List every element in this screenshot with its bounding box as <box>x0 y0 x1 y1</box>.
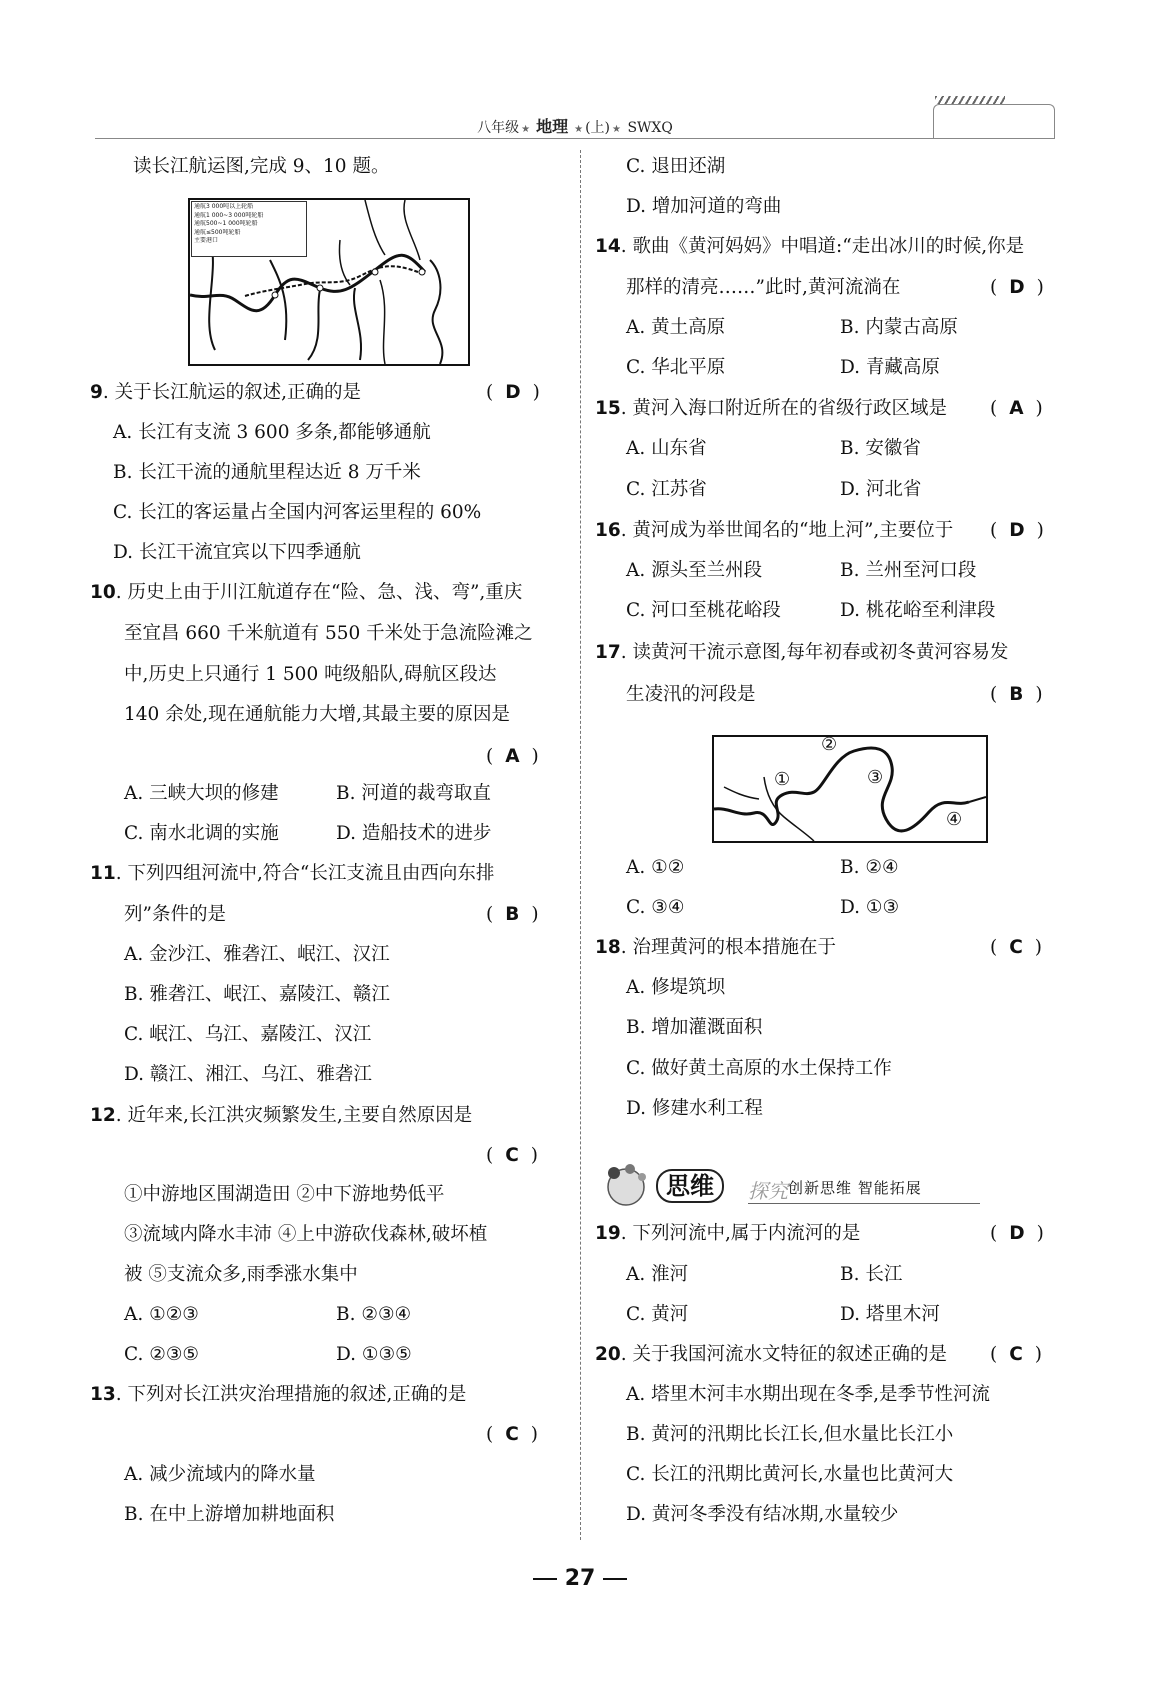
q13-number: 13 <box>90 1384 116 1405</box>
star-icon: ★ <box>521 124 531 135</box>
q9-stem <box>90 381 361 405</box>
q12-answer-letter: C <box>505 1145 519 1166</box>
q18-option: D. 修建水利工程 <box>626 1098 763 1119</box>
q13-answer: ( C ) <box>486 1424 539 1445</box>
q17-text: 生凌汛的河段是 <box>626 684 756 705</box>
header-code: SWXQ <box>627 120 673 136</box>
header-subject: 地理 <box>536 117 569 136</box>
q17-text: . 读黄河干流示意图,每年初春或初冬黄河容易发 <box>620 642 1009 663</box>
q13-option: B. 在中上游增加耕地面积 <box>124 1504 335 1525</box>
q10-answer-letter: A <box>505 746 520 767</box>
q16-option: D. 桃花峪至利津段 <box>840 600 996 621</box>
q16-option: A. 源头至兰州段 <box>626 560 763 581</box>
q10-text: 140 余处,现在通航能力大增,其最主要的原因是 <box>124 704 510 725</box>
q15-answer-letter: A <box>1009 398 1024 419</box>
badge-tagline: 创新思维 智能拓展 <box>788 1179 922 1197</box>
q17-option: A. ①② <box>626 857 685 878</box>
q12-item: 被 ⑤支流众多,雨季涨水集中 <box>124 1264 358 1285</box>
q10-option: D. 造船技术的进步 <box>336 823 492 844</box>
q17-option: D. ①③ <box>840 897 900 918</box>
page-number <box>510 1566 650 1591</box>
q18-text: . 治理黄河的根本措施在于 <box>620 937 837 958</box>
column-divider <box>580 150 581 1540</box>
q10-text: 中,历史上只通行 1 500 吨级船队,碍航区段达 <box>124 664 497 685</box>
legend-item: 通航3 000吨以上轮船 <box>194 203 254 210</box>
q15-answer: ( A ) <box>990 398 1043 419</box>
q12-item: ③流域内降水丰沛 ④上中游砍伐森林,破坏植 <box>124 1224 488 1245</box>
legend-item: 通航≤500吨轮船 <box>194 228 241 236</box>
q10-answer: ( A ) <box>486 746 539 767</box>
page-number-value: 27 <box>564 1566 596 1591</box>
q11-option: C. 岷江、乌江、嘉陵江、汉江 <box>124 1024 372 1045</box>
q20-option: C. 长江的汛期比黄河长,水量也比黄河大 <box>626 1464 954 1485</box>
q18-answer-letter: C <box>1009 937 1023 958</box>
q16-option: C. 河口至桃花峪段 <box>626 600 781 621</box>
header-grade: 八年级 <box>477 120 520 136</box>
q14-option: B. 内蒙古高原 <box>840 317 958 338</box>
q20-stem <box>595 1343 947 1367</box>
q18-option: C. 做好黄土高原的水土保持工作 <box>626 1058 892 1079</box>
q18-answer: ( C ) <box>990 937 1043 958</box>
q13-option: D. 增加河道的弯曲 <box>626 196 782 217</box>
q16-answer: ( D ) <box>990 520 1044 541</box>
q15-stem <box>595 397 947 421</box>
page-header <box>95 104 1055 139</box>
q9-text: . 关于长江航运的叙述,正确的是 <box>102 382 362 403</box>
q9-answer: ( D ) <box>486 382 540 403</box>
q16-text: . 黄河成为举世闻名的“地上河”,主要位于 <box>620 520 954 541</box>
q17-answer-letter: B <box>1009 684 1024 705</box>
q17-answer: ( B ) <box>990 684 1043 705</box>
q19-stem <box>595 1222 860 1246</box>
header-decoration <box>935 96 1005 104</box>
badge-underline <box>748 1203 980 1204</box>
q11-option: D. 赣江、湘江、乌江、雅砻江 <box>124 1064 372 1085</box>
q14-stem <box>595 235 1024 259</box>
star-icon: ★ <box>574 124 584 135</box>
q14-text: . 歌曲《黄河妈妈》中唱道:“走出冰川的时候,你是 <box>620 236 1025 257</box>
q14-option: C. 华北平原 <box>626 357 726 378</box>
badge-title: 思维 <box>656 1169 724 1203</box>
q11-text: 列”条件的是 <box>124 904 226 925</box>
legend-item: 主要港口 <box>194 237 219 244</box>
dash-decoration <box>533 1578 557 1580</box>
star-icon: ★ <box>612 124 621 135</box>
q11-number: 11 <box>90 863 116 884</box>
q17-number: 17 <box>595 642 621 663</box>
badge-icon <box>598 1163 654 1209</box>
q10-text: . 历史上由于川江航道存在“险、急、浅、弯”,重庆 <box>115 582 523 603</box>
q12-option: D. ①③⑤ <box>336 1344 412 1365</box>
q16-stem <box>595 519 953 543</box>
q19-answer: ( D ) <box>990 1223 1044 1244</box>
q9-option: B. 长江干流的通航里程达近 8 万千米 <box>113 462 421 483</box>
q19-text: . 下列河流中,属于内流河的是 <box>620 1223 861 1244</box>
q17-stem <box>595 641 1008 665</box>
dash-decoration <box>603 1578 627 1580</box>
map-label: ① <box>774 769 791 790</box>
q9-option: A. 长江有支流 3 600 多条,都能够通航 <box>113 422 431 443</box>
q20-text: . 关于我国河流水文特征的叙述正确的是 <box>620 1344 948 1365</box>
q17-option: C. ③④ <box>626 897 685 918</box>
q16-answer-letter: D <box>1009 520 1025 541</box>
q18-number: 18 <box>595 937 621 958</box>
q16-option: B. 兰州至河口段 <box>840 560 977 581</box>
q12-option: B. ②③④ <box>336 1304 412 1325</box>
q19-option: D. 塔里木河 <box>840 1304 940 1325</box>
intro-text: 读长江航运图,完成 9、10 题。 <box>133 156 390 177</box>
q15-option: A. 山东省 <box>626 438 707 459</box>
q10-option: A. 三峡大坝的修建 <box>124 783 279 804</box>
q14-text: 那样的清亮……”此时,黄河流淌在 <box>626 277 901 298</box>
q18-option: B. 增加灌溉面积 <box>626 1017 763 1038</box>
q13-option: C. 退田还湖 <box>626 156 726 177</box>
q9-option: D. 长江干流宜宾以下四季通航 <box>113 542 361 563</box>
q11-answer: ( B ) <box>486 904 539 925</box>
q15-text: . 黄河入海口附近所在的省级行政区域是 <box>620 398 948 419</box>
q12-option: C. ②③⑤ <box>124 1344 200 1365</box>
q15-option: C. 江苏省 <box>626 479 707 500</box>
q15-number: 15 <box>595 398 621 419</box>
q20-answer-letter: C <box>1009 1344 1023 1365</box>
q14-number: 14 <box>595 236 621 257</box>
q11-text: . 下列四组河流中,符合“长江支流且由西向东排 <box>115 863 495 884</box>
q10-stem <box>90 581 522 605</box>
map-legend <box>191 201 307 257</box>
q18-stem <box>595 936 836 960</box>
q12-text: . 近年来,长江洪灾频繁发生,主要自然原因是 <box>115 1105 473 1126</box>
header-volume: (上) <box>585 120 611 136</box>
legend-item: 通航1 000~3 000吨轮船 <box>194 211 264 219</box>
q14-answer-letter: D <box>1009 277 1025 298</box>
q11-option: A. 金沙江、雅砻江、岷江、汉江 <box>124 944 390 965</box>
q18-option: A. 修堤筑坝 <box>626 977 726 998</box>
q19-answer-letter: D <box>1009 1223 1025 1244</box>
q10-option: C. 南水北调的实施 <box>124 823 279 844</box>
q11-option: B. 雅砻江、岷江、嘉陵江、赣江 <box>124 984 390 1005</box>
q20-option: D. 黄河冬季没有结冰期,水量较少 <box>626 1504 899 1525</box>
q15-option: B. 安徽省 <box>840 438 921 459</box>
q13-stem <box>90 1383 466 1407</box>
yellow-river-map <box>712 735 988 843</box>
badge-subtitle: 探究 <box>748 1179 788 1203</box>
q12-answer: ( C ) <box>486 1145 539 1166</box>
q9-option: C. 长江的客运量占全国内河客运里程的 60% <box>113 502 482 523</box>
q12-option: A. ①②③ <box>124 1304 199 1325</box>
q19-number: 19 <box>595 1223 621 1244</box>
q10-option: B. 河道的裁弯取直 <box>336 783 491 804</box>
q20-answer: ( C ) <box>990 1344 1043 1365</box>
q13-option: A. 减少流域内的降水量 <box>124 1464 316 1485</box>
legend-item: 通航500~1 000吨轮船 <box>194 220 258 227</box>
q12-item: ①中游地区围湖造田 ②中下游地势低平 <box>124 1184 445 1205</box>
yangtze-shipping-map <box>188 198 470 366</box>
section-badge <box>598 1163 980 1205</box>
q10-number: 10 <box>90 582 116 603</box>
q20-number: 20 <box>595 1344 621 1365</box>
q9-number: 9 <box>90 382 103 403</box>
map-label: ② <box>821 734 838 755</box>
q14-option: A. 黄土高原 <box>626 317 726 338</box>
q12-stem <box>90 1104 472 1128</box>
q9-answer-letter: D <box>505 382 521 403</box>
q15-option: D. 河北省 <box>840 479 922 500</box>
q17-option: B. ②④ <box>840 857 899 878</box>
q11-answer-letter: B <box>505 904 520 925</box>
q19-option: B. 长江 <box>840 1264 903 1285</box>
q20-option: B. 黄河的汛期比长江长,但水量比长江小 <box>626 1424 954 1445</box>
header-text <box>95 114 1055 137</box>
q14-option: D. 青藏高原 <box>840 357 940 378</box>
q12-number: 12 <box>90 1105 116 1126</box>
map-label: ④ <box>946 809 963 830</box>
q13-text: . 下列对长江洪灾治理措施的叙述,正确的是 <box>115 1384 467 1405</box>
map-label: ③ <box>867 767 884 788</box>
q19-option: C. 黄河 <box>626 1304 689 1325</box>
q16-number: 16 <box>595 520 621 541</box>
q19-option: A. 淮河 <box>626 1264 689 1285</box>
q20-option: A. 塔里木河丰水期出现在冬季,是季节性河流 <box>626 1384 991 1405</box>
q13-answer-letter: C <box>505 1424 519 1445</box>
q14-answer: ( D ) <box>990 277 1044 298</box>
q11-stem <box>90 862 494 886</box>
q10-text: 至宜昌 660 千米航道有 550 千米处于急流险滩之 <box>124 623 533 644</box>
